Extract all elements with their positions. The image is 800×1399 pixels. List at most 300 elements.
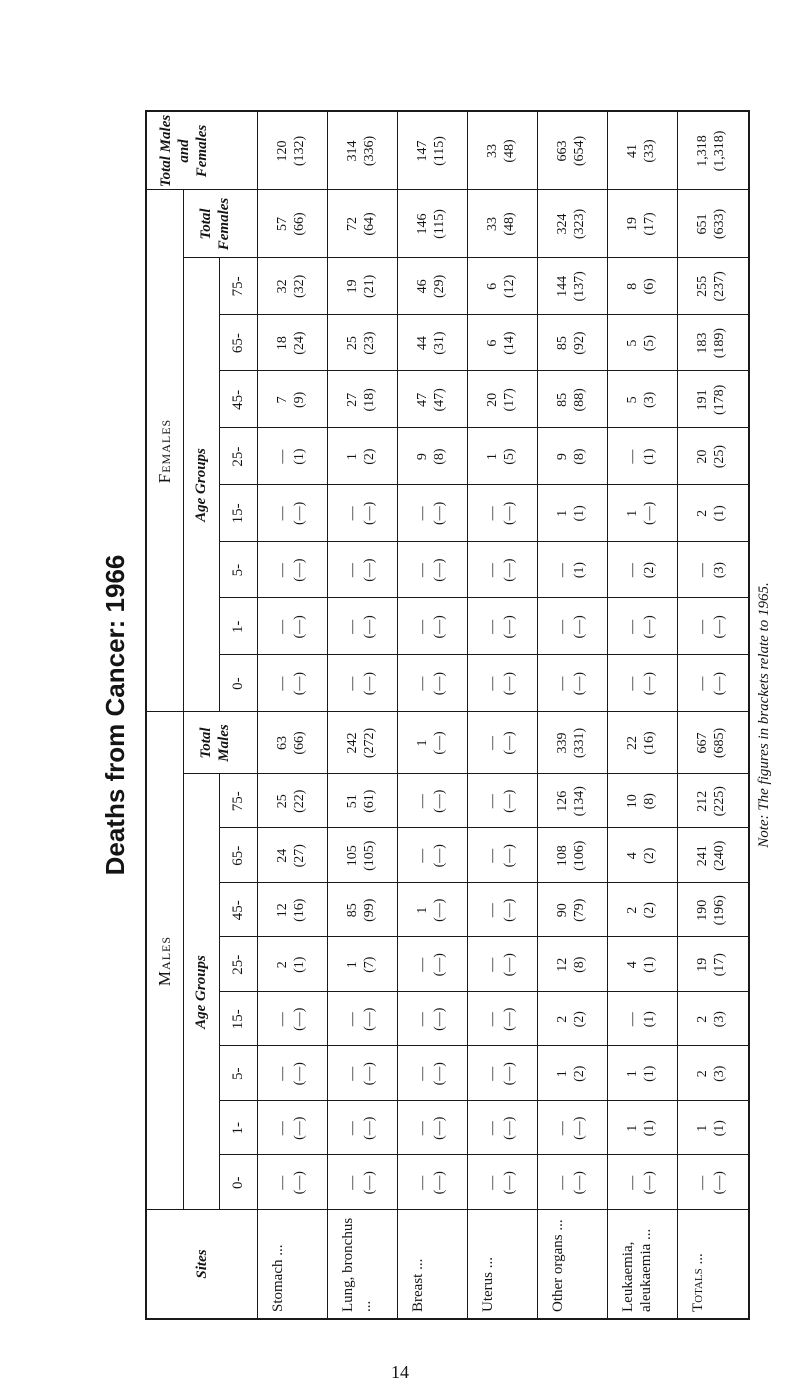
page-number: 14	[391, 1362, 409, 1382]
header-males: Males	[155, 935, 174, 987]
male-age-header: 5-	[230, 1067, 246, 1080]
value-1965: (79)	[572, 898, 587, 922]
value-1965: (24)	[292, 331, 307, 355]
value-1966: —	[695, 1175, 710, 1190]
value-1965: (—)	[432, 844, 447, 868]
value-1965: (1)	[642, 956, 657, 973]
value-1965: (—)	[642, 671, 657, 696]
value-1966: —	[485, 1175, 500, 1190]
value-1965: (—)	[502, 1116, 517, 1140]
header-total-males: Total Males	[198, 724, 232, 762]
value-1966: 105	[345, 845, 360, 867]
female-count-cell	[554, 542, 588, 599]
male-count-cell	[414, 774, 448, 829]
value-1966: 41	[625, 144, 640, 158]
header-total-females: Total Females	[198, 197, 232, 251]
value-1966: —	[625, 563, 640, 578]
male-count-cell	[414, 1101, 448, 1156]
divider-group-header	[183, 190, 184, 1210]
value-1966: 44	[415, 336, 430, 351]
value-1966: 146	[415, 213, 430, 235]
header-male-age-groups: Age Groups	[193, 955, 209, 1029]
total-males-cell	[414, 712, 448, 774]
male-count-cell	[414, 1047, 448, 1102]
value-1965: (16)	[292, 898, 307, 922]
male-count-cell	[274, 829, 308, 884]
value-1965: (196)	[712, 895, 727, 926]
value-1965: (—)	[432, 501, 447, 526]
value-1965: (8)	[432, 448, 447, 465]
female-count-cell	[344, 599, 378, 656]
value-1966: —	[275, 506, 290, 521]
value-1966: —	[345, 506, 360, 521]
value-1965: (—)	[432, 1062, 447, 1086]
value-1966: 2	[695, 1015, 710, 1023]
value-1965: (—)	[432, 898, 447, 922]
male-count-cell	[694, 1047, 728, 1102]
value-1965: (—)	[502, 844, 517, 868]
value-1966: —	[415, 794, 430, 809]
value-1966: 1	[555, 1070, 570, 1078]
male-age-header: 15-	[230, 1009, 246, 1030]
female-count-cell	[624, 655, 658, 712]
value-1965: (—)	[362, 501, 377, 526]
value-1965: (—)	[292, 615, 307, 639]
male-count-cell	[344, 938, 378, 993]
value-1966: —	[555, 563, 570, 578]
value-1966: 663	[555, 140, 570, 162]
value-1965: (189)	[712, 327, 727, 359]
value-1966: 1	[625, 1070, 640, 1078]
value-1965: (—)	[642, 615, 657, 639]
male-count-cell	[694, 992, 728, 1047]
value-1966: 47	[415, 392, 430, 407]
total-males-cell	[344, 712, 378, 774]
value-1966: 6	[485, 339, 500, 347]
value-1966: 1	[345, 453, 360, 461]
female-count-cell	[414, 485, 448, 542]
value-1965: (—)	[432, 953, 447, 977]
value-1966: 12	[555, 957, 570, 972]
value-1966: 1	[695, 1124, 710, 1132]
total-females-cell	[484, 190, 518, 258]
value-1966: —	[485, 1012, 500, 1027]
value-1966: —	[555, 1121, 570, 1136]
value-1966: 85	[555, 336, 570, 351]
value-1966: 667	[695, 732, 710, 754]
male-age-header: 45-	[230, 900, 246, 921]
male-count-cell	[554, 1101, 588, 1156]
male-count-cell	[484, 829, 518, 884]
value-1965: (66)	[292, 731, 307, 755]
value-1965: (—)	[502, 615, 517, 639]
value-1966: 2	[275, 961, 290, 969]
value-1965: (1,318)	[712, 130, 727, 172]
value-1966: —	[625, 676, 640, 691]
value-1966: 1	[345, 961, 360, 969]
value-1966: 190	[695, 899, 710, 921]
male-age-header: 25-	[230, 954, 246, 975]
value-1966: —	[415, 1175, 430, 1190]
value-1965: (—)	[502, 898, 517, 922]
value-1965: (3)	[712, 1065, 727, 1082]
value-1966: —	[415, 676, 430, 691]
female-count-cell	[554, 655, 588, 712]
value-1965: (48)	[502, 212, 517, 236]
value-1966: 255	[695, 275, 710, 297]
value-1965: (633)	[712, 208, 727, 240]
divider-row	[607, 112, 608, 1318]
male-count-cell	[274, 1156, 308, 1211]
value-1965: (336)	[362, 135, 377, 167]
female-count-cell	[554, 372, 588, 429]
female-count-cell	[274, 315, 308, 372]
value-1965: (48)	[502, 139, 517, 163]
value-1965: (240)	[712, 840, 727, 871]
value-1965: (—)	[712, 671, 727, 696]
total-females-cell	[274, 190, 308, 258]
footnote: Note: The figures in brackets relate to 1965.	[756, 582, 772, 848]
male-count-cell	[274, 1047, 308, 1102]
female-count-cell	[484, 655, 518, 712]
male-count-cell	[274, 938, 308, 993]
value-1966: —	[345, 1066, 360, 1081]
divider-row	[327, 112, 328, 1318]
value-1965: (—)	[502, 1171, 517, 1195]
value-1966: —	[695, 676, 710, 691]
value-1965: (32)	[292, 274, 307, 299]
value-1966: —	[485, 903, 500, 918]
total-females-cell	[694, 190, 728, 258]
value-1966: 20	[695, 449, 710, 464]
female-count-cell	[624, 542, 658, 599]
male-count-cell	[484, 938, 518, 993]
value-1965: (88)	[572, 388, 587, 412]
value-1966: 27	[345, 392, 360, 407]
page-title: Deaths from Cancer: 1966	[100, 554, 130, 876]
female-count-cell	[694, 655, 728, 712]
value-1965: (14)	[502, 331, 517, 355]
total-females-cell	[554, 190, 588, 258]
female-count-cell	[344, 485, 378, 542]
male-count-cell	[414, 883, 448, 938]
male-count-cell	[484, 1047, 518, 1102]
female-age-header: 0-	[230, 677, 246, 690]
total-females-cell	[624, 190, 658, 258]
female-count-cell	[344, 315, 378, 372]
value-1966: 144	[555, 275, 570, 297]
value-1966: 5	[625, 339, 640, 347]
female-count-cell	[344, 428, 378, 485]
value-1966: 20	[485, 392, 500, 407]
value-1965: (—)	[502, 1007, 517, 1031]
value-1965: (—)	[432, 671, 447, 696]
value-1965: (—)	[292, 1007, 307, 1031]
total-males-cell	[554, 712, 588, 774]
female-count-cell	[344, 258, 378, 315]
male-count-cell	[414, 1156, 448, 1211]
value-1965: (—)	[432, 731, 447, 755]
total-all-cell	[274, 112, 308, 190]
value-1965: (—)	[292, 501, 307, 526]
site-label: Breast ...	[410, 1258, 426, 1312]
value-1966: —	[275, 449, 290, 464]
value-1965: (—)	[432, 1007, 447, 1031]
female-count-cell	[484, 599, 518, 656]
value-1966: 19	[625, 217, 640, 231]
female-age-header: 1-	[230, 620, 246, 634]
value-1966: 18	[275, 336, 290, 351]
male-count-cell	[694, 829, 728, 884]
female-count-cell	[694, 542, 728, 599]
female-count-cell	[344, 542, 378, 599]
value-1966: 12	[275, 903, 290, 918]
divider-male-age-header	[219, 774, 220, 1210]
total-all-cell	[554, 112, 588, 190]
site-label: Stomach ...	[270, 1244, 286, 1312]
value-1966: —	[275, 676, 290, 691]
female-count-cell	[694, 315, 728, 372]
value-1966: 314	[345, 140, 360, 162]
value-1966: 19	[345, 279, 360, 294]
value-1965: (18)	[362, 388, 377, 412]
male-count-cell	[624, 938, 658, 993]
female-count-cell	[414, 655, 448, 712]
female-count-cell	[484, 315, 518, 372]
total-all-cell	[484, 112, 518, 190]
value-1966: —	[415, 1066, 430, 1081]
value-1965: (21)	[362, 274, 377, 299]
value-1966: 1	[625, 509, 640, 517]
female-count-cell	[274, 655, 308, 712]
female-count-cell	[484, 428, 518, 485]
value-1965: (—)	[292, 671, 307, 696]
value-1965: (1)	[572, 561, 587, 579]
value-1965: (29)	[432, 274, 447, 299]
value-1965: (137)	[572, 271, 587, 302]
value-1965: (2)	[362, 448, 377, 465]
value-1966: —	[485, 1121, 500, 1136]
value-1966: 339	[555, 732, 570, 754]
female-count-cell	[554, 428, 588, 485]
male-count-cell	[554, 1156, 588, 1211]
male-count-cell	[274, 992, 308, 1047]
male-count-cell	[344, 1156, 378, 1211]
divider-total-males	[183, 773, 748, 774]
value-1966: —	[275, 1175, 290, 1190]
female-count-cell	[694, 485, 728, 542]
value-1966: —	[275, 563, 290, 578]
value-1965: (16)	[642, 731, 657, 755]
total-males-cell	[484, 712, 518, 774]
value-1965: (—)	[572, 1116, 587, 1140]
value-1965: (—)	[362, 1062, 377, 1086]
value-1966: 108	[555, 845, 570, 867]
value-1965: (—)	[292, 1171, 307, 1195]
value-1966: 1	[415, 906, 430, 914]
total-females-cell	[414, 190, 448, 258]
female-age-header: 45-	[230, 389, 246, 410]
divider-female-age-header	[219, 258, 220, 712]
male-count-cell	[554, 829, 588, 884]
male-count-cell	[624, 1101, 658, 1156]
male-count-cell	[554, 1047, 588, 1102]
value-1966: 4	[625, 852, 640, 860]
value-1966: —	[415, 1012, 430, 1027]
value-1965: (—)	[502, 671, 517, 696]
rotated-table-page	[90, 110, 772, 1320]
value-1966: —	[415, 848, 430, 863]
divider-header-body	[257, 112, 258, 1318]
value-1965: (—)	[502, 1062, 517, 1086]
value-1966: —	[555, 676, 570, 691]
value-1965: (115)	[432, 209, 447, 239]
value-1966: —	[485, 794, 500, 809]
value-1965: (—)	[572, 615, 587, 639]
value-1966: 25	[275, 794, 290, 809]
value-1966: —	[345, 1175, 360, 1190]
total-all-cell	[694, 112, 728, 190]
value-1966: —	[275, 1012, 290, 1027]
value-1966: —	[485, 619, 500, 634]
value-1966: 7	[275, 396, 290, 404]
header-total-all: Total Males and Females	[158, 114, 210, 188]
female-count-cell	[624, 428, 658, 485]
value-1965: (7)	[362, 956, 377, 973]
total-females-cell	[344, 190, 378, 258]
value-1965: (6)	[642, 278, 657, 295]
value-1965: (64)	[362, 212, 377, 236]
value-1966: 651	[695, 213, 710, 235]
male-count-cell	[694, 1101, 728, 1156]
female-count-cell	[554, 599, 588, 656]
value-1966: —	[625, 1175, 640, 1190]
male-age-header: 1-	[230, 1122, 246, 1135]
female-count-cell	[624, 485, 658, 542]
value-1965: (—)	[502, 731, 517, 755]
male-count-cell	[274, 883, 308, 938]
value-1966: 33	[485, 217, 500, 231]
value-1965: (8)	[642, 793, 657, 810]
value-1966: 147	[415, 140, 430, 162]
value-1965: (5)	[642, 334, 657, 352]
value-1965: (17)	[712, 953, 727, 977]
value-1966: —	[275, 1121, 290, 1136]
value-1965: (—)	[642, 501, 657, 526]
value-1966: —	[555, 619, 570, 634]
value-1966: —	[415, 506, 430, 521]
value-1966: —	[415, 619, 430, 634]
male-count-cell	[414, 829, 448, 884]
value-1966: 5	[625, 396, 640, 404]
male-count-cell	[554, 938, 588, 993]
value-1965: (99)	[362, 898, 377, 922]
value-1966: —	[275, 1066, 290, 1081]
value-1966: —	[555, 1175, 570, 1190]
male-count-cell	[274, 774, 308, 829]
value-1966: 120	[275, 140, 290, 162]
value-1965: (1)	[642, 1011, 657, 1028]
value-1966: 2	[695, 509, 710, 517]
female-age-header: 65-	[230, 333, 246, 354]
female-count-cell	[414, 372, 448, 429]
value-1965: (3)	[712, 561, 727, 579]
value-1965: (—)	[432, 789, 447, 813]
male-age-header: 0-	[230, 1176, 246, 1189]
value-1965: (33)	[642, 139, 657, 163]
value-1966: 72	[345, 217, 360, 231]
female-count-cell	[694, 258, 728, 315]
value-1965: (3)	[712, 1011, 727, 1028]
header-female-age-groups: Age Groups	[193, 448, 209, 522]
male-count-cell	[554, 883, 588, 938]
value-1965: (—)	[432, 615, 447, 639]
value-1966: 10	[625, 794, 640, 809]
value-1966: 90	[555, 903, 570, 918]
value-1965: (5)	[502, 448, 517, 465]
value-1966: 241	[695, 845, 710, 867]
male-count-cell	[484, 1156, 518, 1211]
male-count-cell	[344, 1047, 378, 1102]
male-count-cell	[414, 938, 448, 993]
male-count-cell	[274, 1101, 308, 1156]
value-1965: (331)	[572, 727, 587, 759]
female-count-cell	[554, 258, 588, 315]
female-count-cell	[694, 599, 728, 656]
male-count-cell	[624, 992, 658, 1047]
value-1966: 85	[555, 392, 570, 407]
value-1965: (134)	[572, 786, 587, 817]
female-count-cell	[694, 372, 728, 429]
female-count-cell	[624, 372, 658, 429]
male-count-cell	[624, 829, 658, 884]
value-1965: (1)	[642, 1065, 657, 1082]
value-1965: (22)	[292, 789, 307, 813]
value-1966: —	[625, 619, 640, 634]
value-1965: (1)	[712, 505, 727, 522]
value-1966: 85	[345, 903, 360, 918]
total-all-cell	[624, 112, 658, 190]
male-count-cell	[484, 992, 518, 1047]
value-1966: 9	[555, 453, 570, 461]
value-1966: 2	[625, 906, 640, 914]
value-1965: (27)	[292, 844, 307, 868]
female-count-cell	[274, 372, 308, 429]
value-1966: 24	[275, 848, 290, 863]
value-1965: (—)	[362, 1007, 377, 1031]
female-count-cell	[274, 599, 308, 656]
value-1966: 1	[485, 453, 500, 461]
male-count-cell	[554, 774, 588, 829]
female-count-cell	[484, 542, 518, 599]
female-count-cell	[344, 372, 378, 429]
female-count-cell	[554, 315, 588, 372]
value-1965: (—)	[502, 953, 517, 977]
value-1965: (654)	[572, 135, 587, 167]
value-1966: 32	[275, 279, 290, 294]
male-age-header: 65-	[230, 845, 246, 866]
female-count-cell	[274, 542, 308, 599]
male-count-cell	[484, 1101, 518, 1156]
value-1966: —	[485, 563, 500, 578]
site-label: Uterus ...	[480, 1257, 496, 1312]
female-count-cell	[274, 258, 308, 315]
value-1965: (1)	[292, 956, 307, 973]
male-count-cell	[344, 1101, 378, 1156]
male-count-cell	[624, 1047, 658, 1102]
total-males-cell	[694, 712, 728, 774]
male-count-cell	[344, 829, 378, 884]
